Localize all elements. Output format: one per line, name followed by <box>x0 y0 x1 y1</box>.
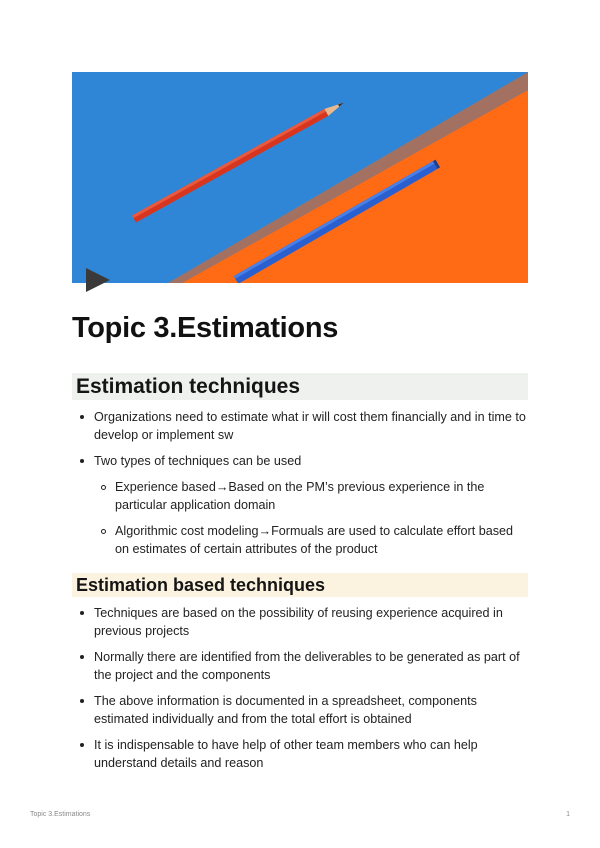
play-triangle-icon <box>84 266 112 294</box>
footer-page-number: 1 <box>566 811 570 818</box>
estimation-techniques-list <box>72 408 528 558</box>
bullet-icon <box>80 611 84 615</box>
bullet-icon <box>80 655 84 659</box>
bullet-icon <box>80 699 84 703</box>
bullet-icon <box>80 743 84 747</box>
section-heading-estimation-based-techniques: Estimation based techniques <box>72 573 528 597</box>
hollow-bullet-icon <box>101 529 106 534</box>
list-item: Algorithmic cost modeling→Formuals are used to calculate effort based on estimates of certain attributes of the product <box>72 522 528 558</box>
list-item: Organizations need to estimate what ir will cost them financially and in time to develop or implement sw <box>72 408 528 444</box>
list-item: Two types of techniques can be used <box>72 452 528 470</box>
page-title: Topic 3.Estimations <box>72 312 339 344</box>
hollow-bullet-icon <box>101 485 106 490</box>
estimation-based-techniques-list <box>72 604 528 772</box>
list-item: Experience based→Based on the PM’s previous experience in the particular application domain <box>72 478 528 514</box>
cover-image <box>72 72 528 283</box>
section-heading-estimation-techniques: Estimation techniques <box>72 373 528 400</box>
list-item: It is indispensable to have help of other team members who can help understand details and reason <box>72 736 528 772</box>
list-item: The above information is documented in a spreadsheet, components estimated individually and from the total effort is obtained <box>72 692 528 728</box>
bullet-icon <box>80 415 84 419</box>
footer-title: Topic 3.Estimations <box>30 811 91 818</box>
list-item: Techniques are based on the possibility of reusing experience acquired in previous projects <box>72 604 528 640</box>
list-item: Normally there are identified from the deliverables to be generated as part of the project and the components <box>72 648 528 684</box>
bullet-icon <box>80 459 84 463</box>
cover-image-pencils <box>72 72 528 283</box>
